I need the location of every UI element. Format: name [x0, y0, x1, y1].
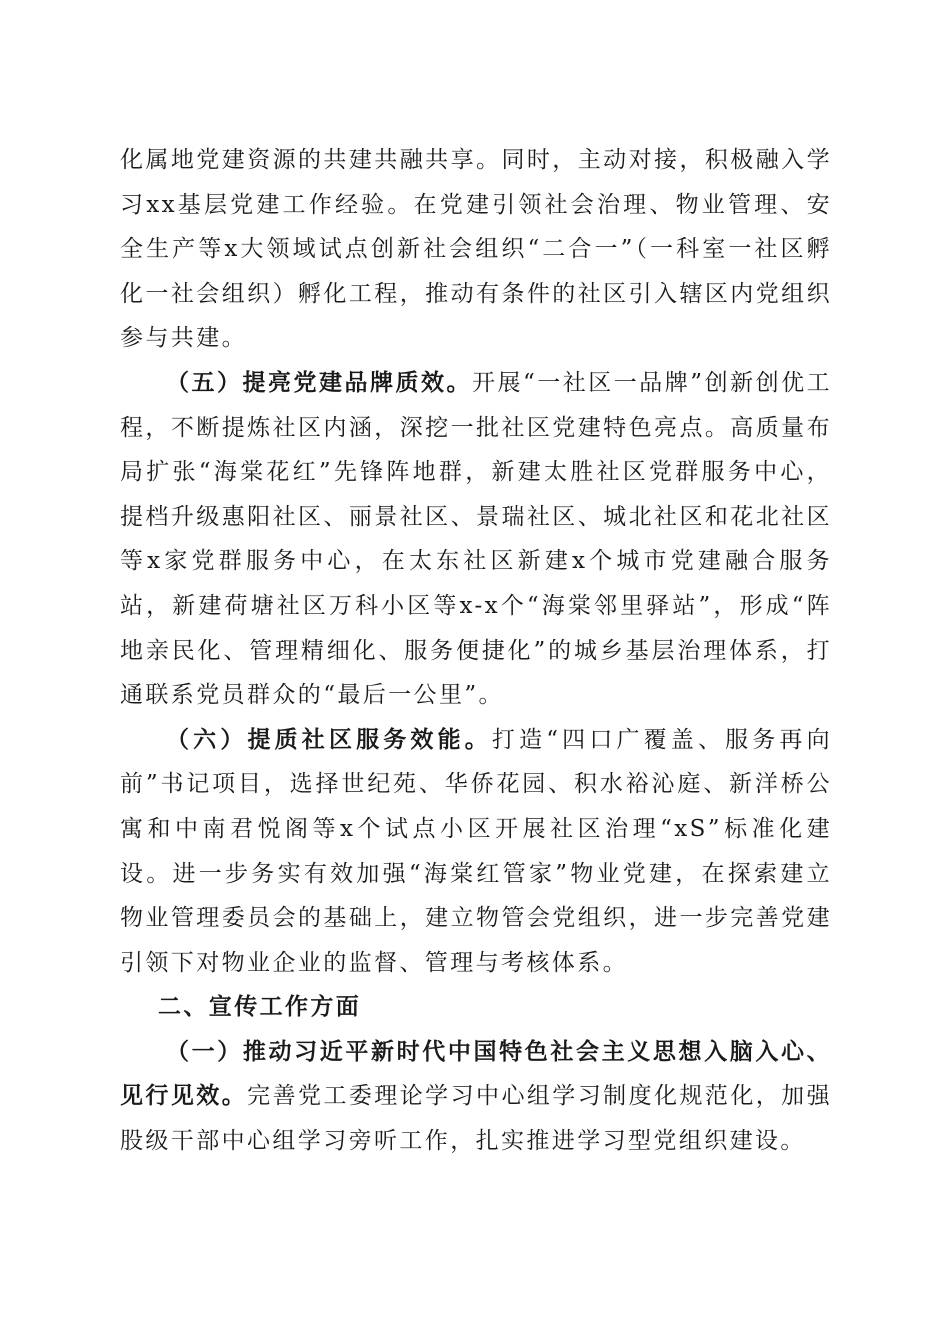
continuation-paragraph: 化属地党建资源的共建共融共享。同时，主动对接，积极融入学习xx基层党建工作经验。在党建引领社会治理、物业管理、安全生产等x大领域试点创新社会组织“二合一”（一科室一社区孵化一社会组织）孵化工程，推动有条件的社区引入辖区内党组织参与共建。 [120, 147, 832, 352]
section-five-lead: （五）提亮党建品牌质效。 [166, 369, 473, 396]
section-one-lead: （一）推动习近平新时代中国特色社会主义思想入脑入心、见行见效。 [120, 1038, 832, 1110]
section-six-paragraph [120, 718, 832, 986]
section-five-paragraph [120, 361, 832, 718]
heading-publicity-work: 二、宣传工作方面 [158, 994, 362, 1021]
document-body [120, 138, 832, 1164]
section-one-body: 完善党工委理论学习中心组学习制度化规范化，加强股级干部中心组学习旁听工作，扎实推进学习型党组织建设。 [120, 1083, 833, 1155]
section-six-body: 打造“四口广覆盖、服务再向前”书记项目，选择世纪苑、华侨花园、积水裕沁庭、新洋桥公寓和中南君悦阁等x个试点小区开展社区治理“xS”标准化建设。进一步务实有效加强“海棠红管家”物业党建，在探索建立物业管理委员会的基础上，建立物管会党组织，进一步完善党建引领下对物业企业的监督、管理与考核体系。 [120, 726, 832, 976]
section-one-paragraph [120, 1030, 832, 1164]
section-six-lead: （六）提质社区服务效能。 [166, 726, 492, 753]
section-five-body: 开展“一社区一品牌”创新创优工程，不断提炼社区内涵，深挖一批社区党建特色亮点。高质量布局扩张“海棠花红”先锋阵地群，新建太胜社区党群服务中心，提档升级惠阳社区、丽景社区、景瑞社区、城北社区和花北社区等x家党群服务中心，在太东社区新建x个城市党建融合服务站，新建荷塘社区万科小区等x-x个“海棠邻里驿站”，形成“阵地亲民化、管理精细化、服务便捷化”的城乡基层治理体系，打通联系党员群众的“最后一公里”。 [120, 369, 832, 709]
